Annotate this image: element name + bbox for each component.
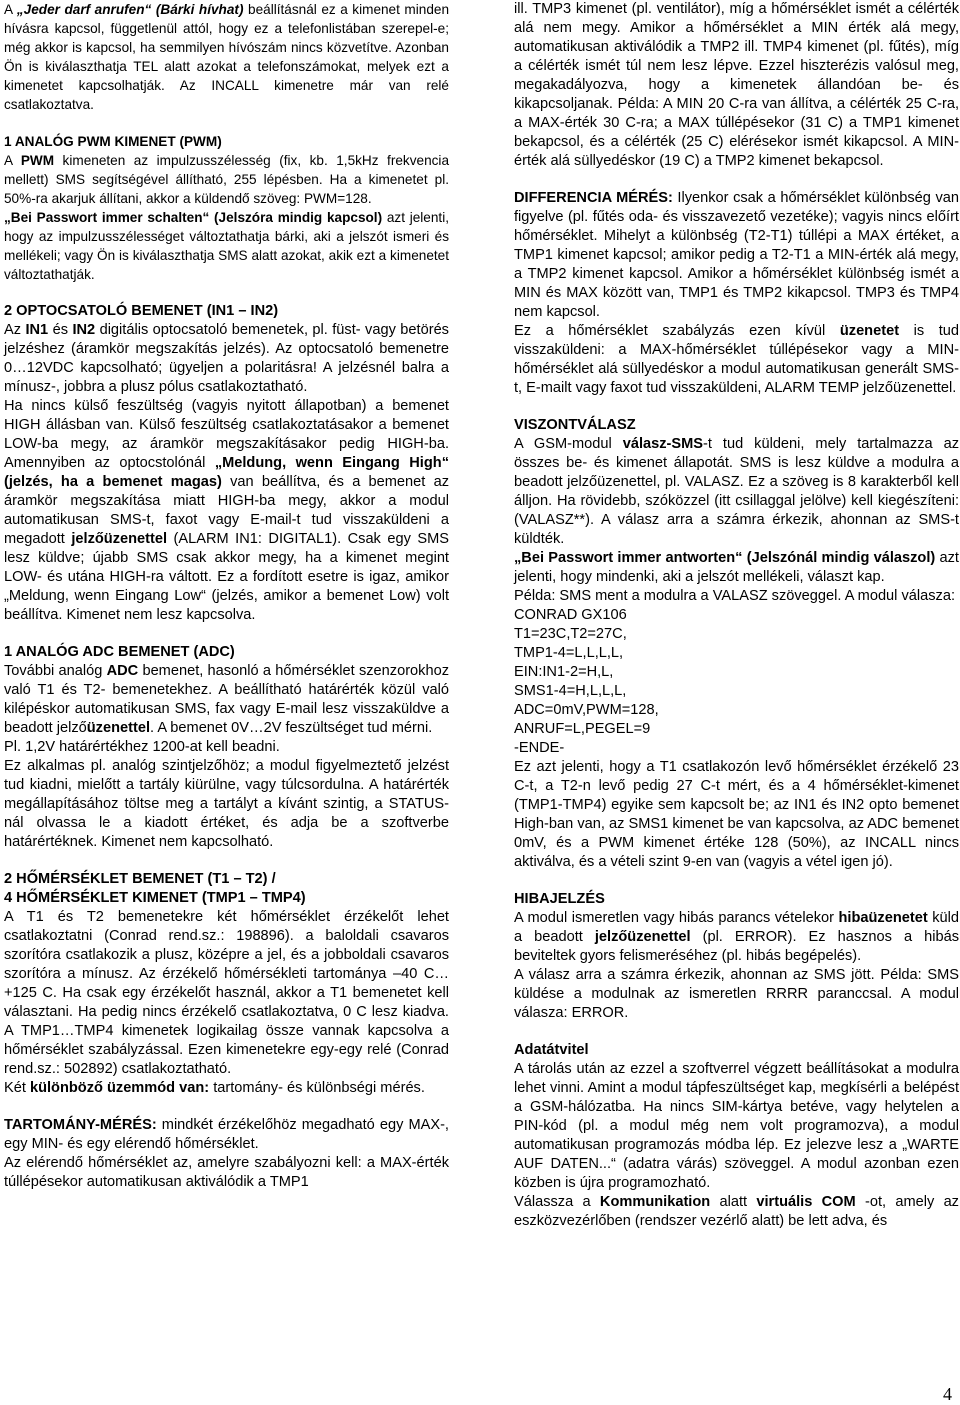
paragraph: Két különböző üzemmód van: tartomány- és különbségi mérés. (4, 1080, 425, 1096)
paragraph-spacer (4, 852, 449, 870)
paragraph-spacer (514, 171, 959, 189)
paragraph-spacer (514, 872, 959, 890)
paragraph: „Bei Passwort immer schalten“ (Jelszóra mindig kapcsol) azt jelenti, hogy az impulzusszélességet változtathatja bárki, aki a jelszót ismeri és mellékeli; vagy Ön is kiválaszthatja SMS alatt azokat, akik ezt a kimenetet változtathatják. (4, 210, 449, 282)
paragraph: Az IN1 és IN2 digitális optocsatoló bemenetek, pl. füst- vagy betörés jelzéshez (áramkör megszakítás jelzés). Az optocsatoló bemenetre 0…12VDC kapcsolható; ügyeljen a polaritásra! A jelzésnél balra a mínusz-, jobbra a plusz pólus csatlakoztatható. (4, 322, 449, 395)
paragraph: A válasz arra a számra érkezik, ahonnan az SMS jött. Példa: SMS küldése a modulnak az ismeretlen RRRR paranccsal. A modul válasza: ERROR. (514, 967, 959, 1021)
paragraph-spacer (4, 1098, 449, 1116)
paragraph: 1 ANALÓG ADC BEMENET (ADC) (4, 644, 235, 660)
sms-response-line: CONRAD GX106 (514, 607, 627, 623)
paragraph: További analóg ADC bemenet, hasonló a hőmérséklet szenzorokhoz való T1 és T2- bemenetekhez. A beállítható határérték közül való kilépéskor automatikusan SMS, fax vagy E-mail lesz visszaküldve a beadott jelzőüzenettel. A bemenet 0V…2V feszültséget tud mérni. (4, 663, 450, 736)
paragraph: Ez alkalmas pl. analóg szintjelzőhöz; a modul figyelmeztető jelzést tud kiadni, mielőtt a tartály kiürülne, vagy túlcsordulna. A határérték megállapításához töltse meg a tartályt a kívánt szintig, a STATUS-nál olvassa le a kiadott értéket, és adja be a szoftverbe határértéknek. Kimenet nem kapcsolható. (4, 758, 449, 850)
paragraph: HIBAJELZÉS (514, 891, 605, 907)
paragraph-spacer (514, 1023, 959, 1041)
paragraph: „Bei Passwort immer antworten“ (Jelszónál mindig válaszol) azt jelenti, hogy mindenki, aki a jelszót mellékeli, választ kap. (514, 550, 959, 585)
paragraph: Ez a hőmérséklet szabályzás ezen kívül üzenetet is tud visszaküldeni: a MAX-hőmérséklet túllépésekor vagy a MIN-hőmérséklet alá süllyedéskor a modul automatikusan generált SMS-t, E-mailt vagy faxot tud visszaküldeni, ALARM TEMP jelzőüzenettel. (514, 323, 960, 396)
paragraph: Válassza a Kommunikation alatt virtuális COM -ot, amely az eszközvezérlőben (rendszer vezérlő alatt) be lett adva, és (514, 1194, 959, 1229)
paragraph: A PWM kimeneten az impulzusszélesség (fix, kb. 1,5kHz frekvencia mellett) SMS segítségével állítható, 255 lépésben. Ha a kimenetet pl. 50%-ra akarjuk állítani, akkor a küldendő szöveg: PWM=128. (4, 153, 450, 206)
paragraph-spacer (4, 284, 449, 302)
paragraph-spacer (4, 625, 449, 643)
paragraph: A GSM-modul válasz-SMS-t tud küldeni, mely tartalmazza az összes be- és kimenet állapotát. SMS is lesz küldve a modulra a beadott jelzőüzenettel, pl. VALASZ. Ez a szöveg is 8 karakterből kell álljon. Ha rövidebb, szóközzel (itt csillaggal jelölve) kell kiegészíteni: (VALASZ**). A válasz arra a számra érkezik, ahonnan az SMS-t küldték. (514, 436, 960, 547)
sms-response-line: TMP1-4=L,L,L,L, (514, 645, 624, 661)
page-number: 4 (943, 1384, 952, 1404)
sms-response-line: SMS1-4=H,L,L,L, (514, 683, 627, 699)
paragraph: ill. TMP3 kimenet (pl. ventilátor), míg a hőmérséklet ismét a célérték alá nem megy. Amikor a hőmérséklet a MIN érték alá megy, automatikusan aktiválódik a TMP2 ill. TMP4 kimenet (pl. fűtés), míg a célérték ismét túl nem lesz lépve. Ezzel hiszterézis valósul meg, megakadályozva, hogy a kimenetek állandóan be- és kikapcsoljanak. Példa: A MIN 20 C-ra van állítva, a célérték 25 C-ra, a MAX-érték 30 C-ra; a MAX túllépésekor (31 C) a TMP1 kimenet bekapcsol, és a célérték (25 C) elérésekor ismét kikapcsol. A MIN-érték alá süllyedéskor (19 C) a TMP2 kimenet bekapcsol. (514, 1, 959, 169)
paragraph-spacer (4, 114, 449, 132)
paragraph: Az elérendő hőmérséklet az, amelyre szabályozni kell: a MAX-érték túllépésekor automatikusan aktiválódik a TMP1 (4, 1155, 449, 1190)
paragraph: 1 ANALÓG PWM KIMENET (PWM) (4, 134, 222, 149)
paragraph-spacer (514, 398, 959, 416)
sms-response-block (514, 606, 959, 758)
paragraph: A T1 és T2 bemenetekre két hőmérséklet érzékelőt lehet csatlakoztatni (Conrad rend.sz.: 198896). a baloldali csavaros szorítóra csatlakozik a plusz, középre a jel, és a jobboldali csavaros szorítóra a mínusz. Az érzékelő hőmérsékleti tartománya –40 C…+125 C. Ha csak egy érzékelőt használ, akkor a T1 bemenetet kell választani. Ha pedig nincs érzékelő csatlakoztatva, 0 C lesz kiadva. A TMP1…TMP4 kimenetek logikailag össze vannak kapcsolva a hőmérséklet szabályzással. Ezen kimenetekre egy-egy relé (Conrad rend.sz.: 502892) csatlakoztatható. (4, 909, 449, 1077)
paragraph: TARTOMÁNY-MÉRÉS: mindkét érzékelőhöz megadható egy MAX-, egy MIN- és egy elérendő hőmérséklet. (4, 1117, 449, 1152)
sms-response-line: ANRUF=L,PEGEL=9 (514, 721, 651, 737)
paragraph: VISZONTVÁLASZ (514, 417, 636, 433)
paragraph: Ha nincs külső feszültség (vagyis nyitott állapotban) a bemenet HIGH állásban van. Külső feszültség csatlakoztatásakor a bemenet LOW-ba megy, az áramkör megszakításakor pedig HIGH-ba. Amennyiben az optocstolónál „Meldung, wenn Eingang High“ (jelzés, ha a bemenet magas) van beállítva, és a bemenet az áramkör megszakítása miatt HIGH-ba megy, akkor a modul automatikusan SMS-t, faxot vagy E-mail-t tud visszaküldeni a megadott jelzőüzenettel (ALARM IN1: DIGITAL1). Csak egy SMS lesz küldve; újabb SMS csak akkor megy, ha a kimenet megint LOW- és utána HIGH-ra váltott. Ez a fordított esetre is igaz, amikor „Meldung, wenn Eingang Low“ (jelzés, amikor a bemenet Low) volt beállítva. Kimenet nem lesz kapcsolva. (4, 398, 449, 623)
paragraph: Adatátvitel (514, 1042, 589, 1058)
paragraph: 2 HŐMÉRSÉKLET BEMENET (T1 – T2) / (4, 871, 276, 887)
paragraph: A „Jeder darf anrufen“ (Bárki hívhat) beállításnál ez a kimenet minden hívásra kapcsol, függetlenül attól, hogy ez a telefonlistában szerepel-e; még akkor is kapcsol, ha semmilyen hívószám nincs közvetítve. Azonban Ön is kiválaszthatja TEL alatt azokat a telefonszámokat, melyek ezt a kimenetet kapcsolhatják. Az INCALL kimenetre már van relé csatlakoztatva. (4, 2, 450, 112)
paragraph: A modul ismeretlen vagy hibás parancs vételekor hibaüzenetet küld a beadott jelzőüzenettel (pl. ERROR). Ez hasznos a hibás beviteltek gyors felismeréséhez (pl. hibás begépelés). (514, 910, 960, 964)
sms-response-line: EIN:IN1-2=H,L, (514, 664, 614, 680)
sms-response-line: T1=23C,T2=27C, (514, 626, 627, 642)
right-column (514, 0, 959, 1231)
paragraph: Pl. 1,2V határértékhez 1200-at kell beadni. (4, 739, 280, 755)
paragraph: DIFFERENCIA MÉRÉS: Ilyenkor csak a hőmérséklet különbség van figyelve (pl. fűtés oda- és visszavezető vezetéke); vagyis nincs előírt hőmérséklet. Mihelyt a különbség (T2-T1) túllépi a MAX értéket, a TMP1 kimenet kapcsol; amikor pedig a T2-T1 a MIN-érték alá megy, a TMP2 kimenet kapcsol. Amikor a hőmérséklet különbség ismét a MIN és MAX között van, TMP1 és TMP2 kikapcsol. TMP3 és TMP4 nem kapcsol. (514, 190, 959, 320)
paragraph: Példa: SMS ment a modulra a VALASZ szöveggel. A modul válasza: (514, 588, 956, 604)
sms-response-line: ADC=0mV,PWM=128, (514, 702, 659, 718)
paragraph: A tárolás után az ezzel a szoftverrel végzett beállításokat a modulra lehet vinni. Amint a modul tápfeszültséget kap, megkísérli a belépést a GSM-hálózatba. Ha nincs SIM-kártya betéve, vagy helytelen a PIN-kód (pl. a modul még nem volt programozva), a modul automatikusan programozás módba lép. Ez jelezve lesz a „WARTE AUF DATEN...“ (adatra várás) szöveggel. A modul azonban ezen közben is újra programozható. (514, 1061, 959, 1191)
paragraph: 2 OPTOCSATOLÓ BEMENET (IN1 – IN2) (4, 303, 279, 319)
paragraph: Ez azt jelenti, hogy a T1 csatlakozón levő hőmérséklet érzékelő 23 C-t, a T2-n levő pedig 27 C-t mért, és a 4 hőmérséklet-kimenet (TMP1-TMP4) egyike sem kapcsolt be; az IN1 és IN2 opto bemenet High-ban van, az SMS1 kimenet be van kapcsolva, az ADC bemenet 0mV, és a PWM kimenet értéke 128 (50%), az INCALL nincs aktiválva, és a vételi szint 9-en van (vagyis a vétel igen jó). (514, 759, 959, 870)
left-column (4, 0, 449, 1192)
paragraph: 4 HŐMÉRSÉKLET KIMENET (TMP1 – TMP4) (4, 890, 306, 906)
sms-response-line: -ENDE- (514, 740, 565, 756)
